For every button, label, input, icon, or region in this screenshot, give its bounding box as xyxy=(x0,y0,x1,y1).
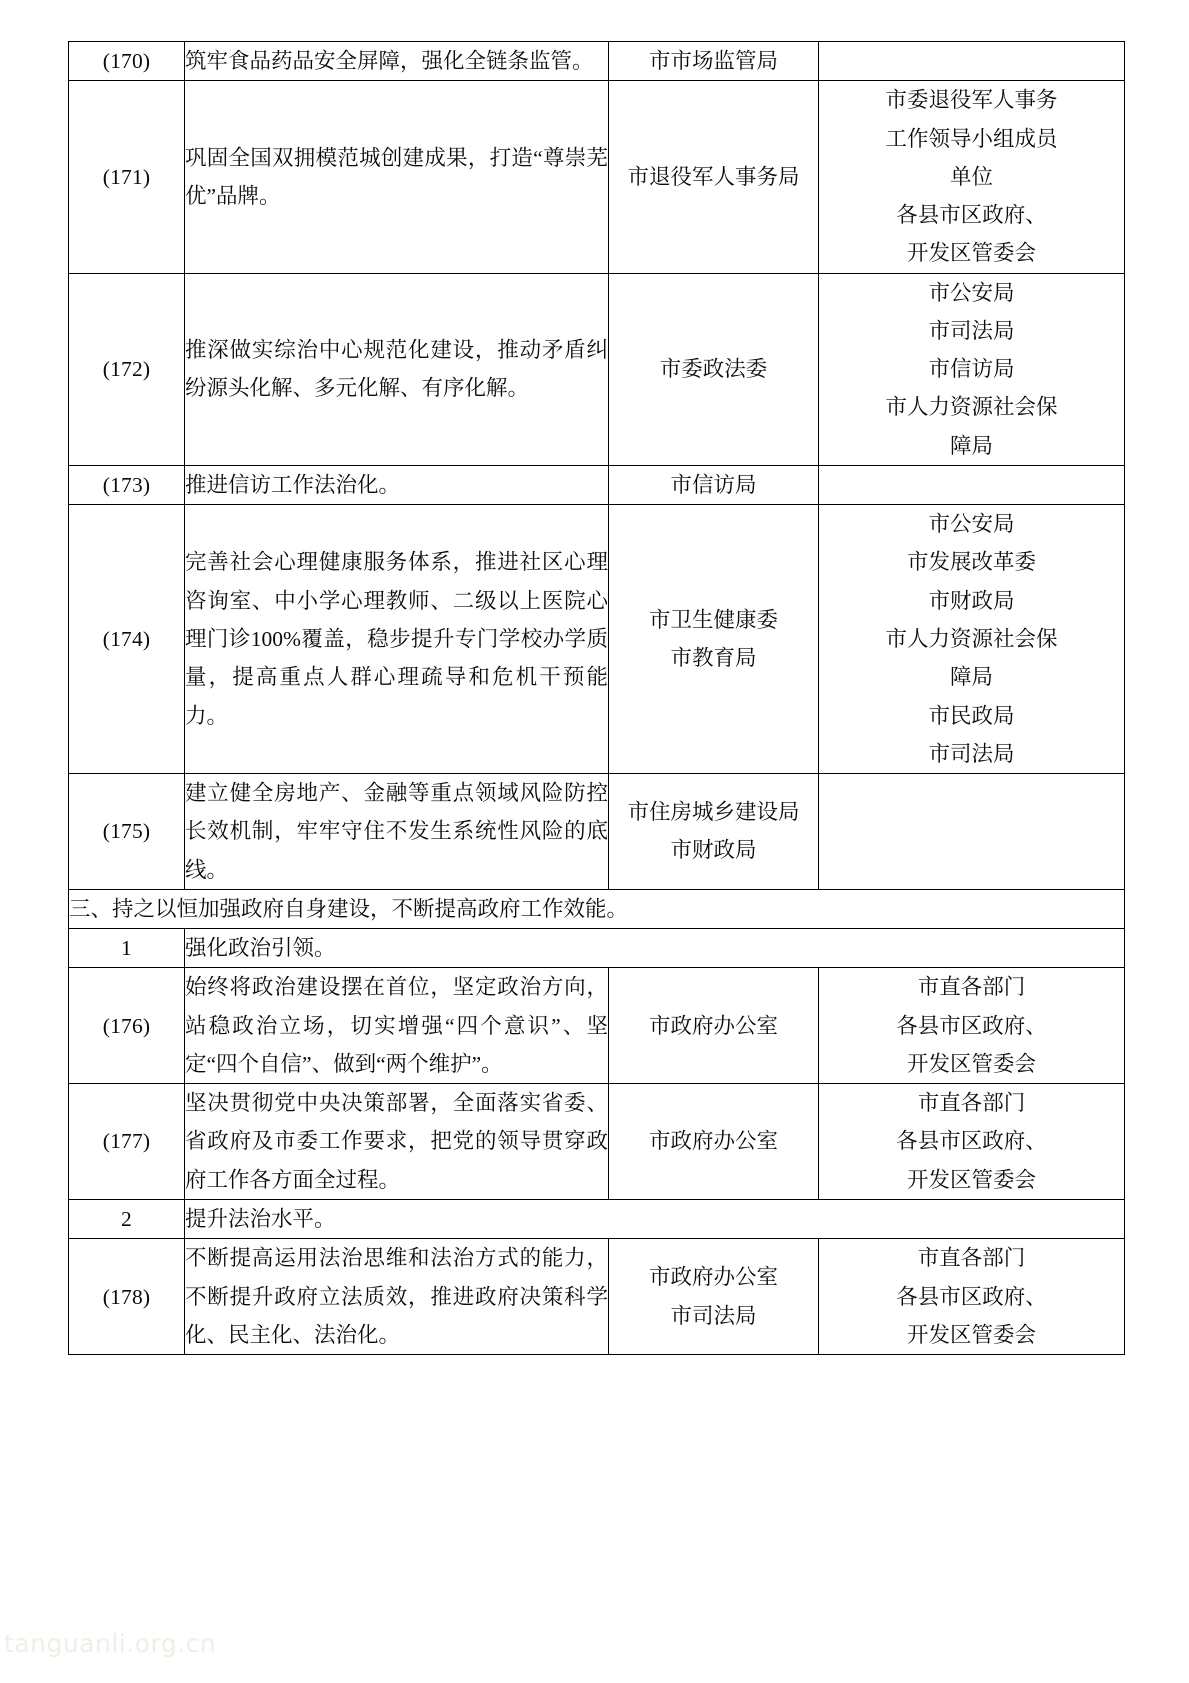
department-line: 各县市区政府、 xyxy=(896,1013,1047,1038)
lead-department xyxy=(609,465,819,504)
department-line: 市信访局 xyxy=(670,472,757,497)
subsection-title: 提升法治水平。 xyxy=(185,1199,1125,1238)
table-body xyxy=(69,42,1125,1355)
department-line: 市直各部门 xyxy=(917,1246,1026,1271)
lead-department xyxy=(609,81,819,273)
department-line: 障局 xyxy=(949,665,993,690)
lead-department xyxy=(609,273,819,465)
cooperating-departments xyxy=(819,774,1125,890)
department-line: 市财政局 xyxy=(928,588,1015,613)
item-number: (174) xyxy=(69,505,185,774)
department-line: 市司法局 xyxy=(928,741,1015,766)
cooperating-departments xyxy=(819,273,1125,465)
department-line: 市司法局 xyxy=(670,1303,757,1328)
department-line: 开发区管委会 xyxy=(906,241,1036,266)
item-number: (176) xyxy=(69,968,185,1084)
table-row xyxy=(69,273,1125,465)
department-line: 市公安局 xyxy=(928,280,1015,305)
item-number: (177) xyxy=(69,1084,185,1200)
task-description: 推深做实综治中心规范化建设，推动矛盾纠纷源头化解、多元化解、有序化解。 xyxy=(185,273,609,465)
department-line: 市政府办公室 xyxy=(648,1013,778,1038)
subsection-title: 强化政治引领。 xyxy=(185,929,1125,968)
department-line: 市政府办公室 xyxy=(648,1129,778,1154)
table-row xyxy=(69,774,1125,890)
table-row xyxy=(69,889,1125,928)
item-number: (175) xyxy=(69,774,185,890)
item-number: 1 xyxy=(69,929,185,968)
lead-department xyxy=(609,1239,819,1355)
table-row xyxy=(69,505,1125,774)
department-line: 市发展改革委 xyxy=(906,550,1036,575)
department-line: 市委政法委 xyxy=(659,357,768,382)
department-line: 市民政局 xyxy=(928,703,1015,728)
item-number: (171) xyxy=(69,81,185,273)
department-line: 市退役军人事务局 xyxy=(627,164,800,189)
table-row xyxy=(69,465,1125,504)
item-number: (178) xyxy=(69,1239,185,1355)
cooperating-departments xyxy=(819,465,1125,504)
cooperating-departments xyxy=(819,505,1125,774)
task-description: 巩固全国双拥模范城创建成果，打造“尊崇芜优”品牌。 xyxy=(185,81,609,273)
task-description: 不断提高运用法治思维和法治方式的能力，不断提升政府立法质效，推进政府决策科学化、民主化、法治化。 xyxy=(185,1239,609,1355)
department-line: 市住房城乡建设局 xyxy=(627,800,800,825)
cooperating-departments xyxy=(819,1084,1125,1200)
site-watermark: tanguanli.org.cn xyxy=(4,1629,217,1658)
work-plan-table xyxy=(68,41,1125,1355)
department-line: 市信访局 xyxy=(928,357,1015,382)
cooperating-departments xyxy=(819,968,1125,1084)
department-line: 开发区管委会 xyxy=(906,1322,1036,1347)
item-number: 2 xyxy=(69,1199,185,1238)
table-row xyxy=(69,1199,1125,1238)
task-description: 筑牢食品药品安全屏障，强化全链条监管。 xyxy=(185,42,609,81)
cooperating-departments xyxy=(819,42,1125,81)
table-row xyxy=(69,42,1125,81)
table-row xyxy=(69,81,1125,273)
department-line: 开发区管委会 xyxy=(906,1167,1036,1192)
department-line: 市人力资源社会保 xyxy=(885,626,1058,651)
cooperating-departments xyxy=(819,81,1125,273)
department-line: 各县市区政府、 xyxy=(896,203,1047,228)
item-number: (173) xyxy=(69,465,185,504)
department-line: 市卫生健康委 xyxy=(648,607,778,632)
department-line: 市财政局 xyxy=(670,838,757,863)
lead-department xyxy=(609,968,819,1084)
department-line: 障局 xyxy=(949,433,993,458)
item-number: (172) xyxy=(69,273,185,465)
task-description: 始终将政治建设摆在首位，坚定政治方向，站稳政治立场，切实增强“四个意识”、坚定“四个自信”、做到“两个维护”。 xyxy=(185,968,609,1084)
task-description: 完善社会心理健康服务体系，推进社区心理咨询室、中小学心理教师、二级以上医院心理门诊100%覆盖，稳步提升专门学校办学质量，提高重点人群心理疏导和危机干预能力。 xyxy=(185,505,609,774)
department-line: 市人力资源社会保 xyxy=(885,395,1058,420)
department-line: 市直各部门 xyxy=(917,1091,1026,1116)
section-header: 三、持之以恒加强政府自身建设，不断提高政府工作效能。 xyxy=(69,889,1125,928)
item-number: (170) xyxy=(69,42,185,81)
lead-department xyxy=(609,505,819,774)
department-line: 市直各部门 xyxy=(917,975,1026,1000)
department-line: 市教育局 xyxy=(670,646,757,671)
table-row xyxy=(69,929,1125,968)
department-line: 各县市区政府、 xyxy=(896,1284,1047,1309)
task-description: 坚决贯彻党中央决策部署，全面落实省委、省政府及市委工作要求，把党的领导贯穿政府工作各方面全过程。 xyxy=(185,1084,609,1200)
task-description: 推进信访工作法治化。 xyxy=(185,465,609,504)
lead-department xyxy=(609,774,819,890)
department-line: 工作领导小组成员 xyxy=(885,126,1058,151)
department-line: 各县市区政府、 xyxy=(896,1129,1047,1154)
department-line: 市政府办公室 xyxy=(648,1265,778,1290)
department-line: 市公安局 xyxy=(928,512,1015,537)
lead-department xyxy=(609,1084,819,1200)
task-description: 建立健全房地产、金融等重点领域风险防控长效机制，牢牢守住不发生系统性风险的底线。 xyxy=(185,774,609,890)
department-line: 市司法局 xyxy=(928,318,1015,343)
department-line: 市市场监管局 xyxy=(648,49,778,73)
department-line: 单位 xyxy=(949,164,993,189)
table-row xyxy=(69,1239,1125,1355)
table-row xyxy=(69,968,1125,1084)
department-line: 开发区管委会 xyxy=(906,1051,1036,1076)
department-line: 市委退役军人事务 xyxy=(885,88,1058,113)
cooperating-departments xyxy=(819,1239,1125,1355)
table-row xyxy=(69,1084,1125,1200)
lead-department xyxy=(609,42,819,81)
